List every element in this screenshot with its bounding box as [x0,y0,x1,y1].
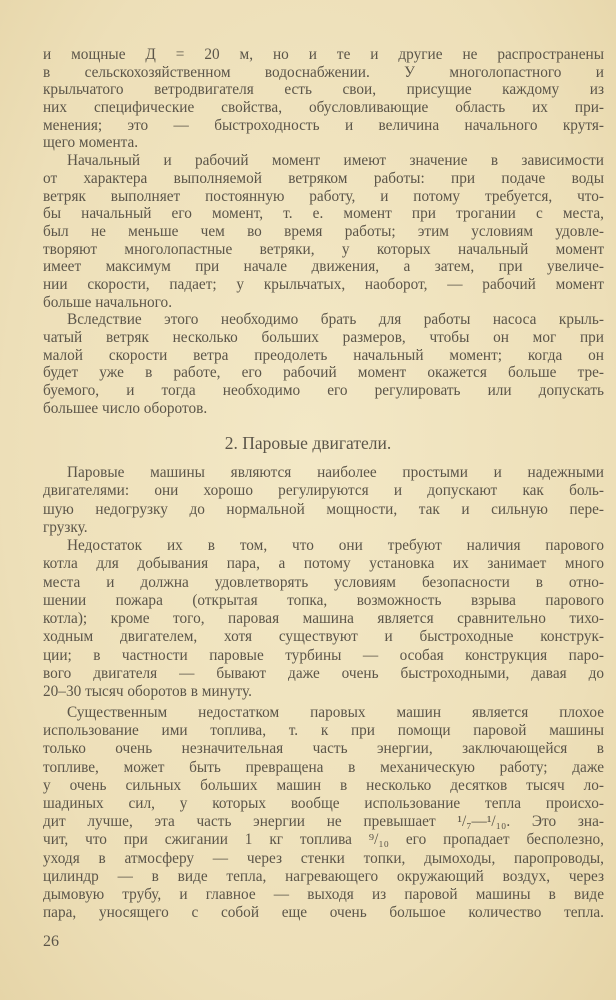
text-line: Существенным недостатком паровых машин является плохое [67,704,604,721]
text-line: шую недогрузку до нормальной мощности, так и сильную пере- [43,500,604,518]
text-line: 20–30 тысяч оборотов в минуту. [43,683,252,700]
text-line: места и должна удовлетворять условиям безопасности в отно- [43,573,604,591]
text-line: ходным двигателем, хотя существуют и быстроходные конструк- [43,628,604,646]
text-line: чатый ветряк несколько больших размеров, чтобы он мог при [43,329,604,346]
text-line: дит лучше, эта часть энергии не превышает ¹/₇—¹/₁₀. Это зна- [43,813,604,831]
text-block-steam-engines [43,464,604,701]
text-line: больше начального. [43,293,173,311]
text-line: грузку. [43,518,88,536]
text-line: двигателями: они хорошо регулируются и допускают как боль- [43,482,604,500]
paragraph [43,311,604,417]
text-block-steam-efficiency [43,704,604,922]
text-line: шении пожара (открытая топка, возможность взрыва парового [43,591,604,609]
section-heading: 2. Паровые двигатели. [224,433,392,453]
text-line: будет уже в работе, его рабочий момент окажется больше тре- [43,364,604,382]
text-line: щего момента. [43,134,139,152]
paragraph [43,704,604,922]
text-line: шадиных сил, у которых вообще использование тепла происхо- [43,794,604,812]
text-line: дымовую трубу, и главное — выходя из паровой машины в виде [43,885,604,903]
text-line: Начальный и рабочий момент имеют значение в зависимости [67,152,604,170]
text-line: пара, уносящего с собой еще очень большое количество тепла. [43,904,604,922]
text-line: чит, что при сжигании 1 кг топлива ⁹/₁₀ его пропадает бесполезно, [43,831,604,849]
text-line: топливе, может быть превращена в механическую работу; даже [43,758,604,776]
text-line: буемого, и тогда необходимо его регулировать или допускать [43,382,604,400]
text-line: котла); кроме того, паровая машина является сравнительно тихо- [43,610,604,627]
paragraph [43,152,604,311]
text-line: и мощные Д = 20 м, но и те и другие не распространены [43,46,604,63]
text-line: у очень сильных больших машин в несколько десятков тысяч ло- [43,776,604,794]
paragraph [43,464,604,537]
text-line: бы начальный его момент, т. е. момент при трогании с места, [43,205,604,223]
text-line: в сельскохозяйственном водоснабжении. У многолопастного и [43,63,604,81]
paragraph [43,537,604,701]
text-line: них специфические свойства, обусловливающие область их при- [43,99,604,117]
text-block-wind-engines [43,46,604,417]
text-line: использование ими топлива, т. к при помощи паровой машины [43,722,604,740]
text-line: от характера выполняемой ветряком работы: при подаче воды [43,169,604,187]
page-number: 26 [43,933,59,950]
text-line: Паровые машины являются наиболее простыми и надежными [67,464,604,481]
text-line: только очень незначительная часть энергии, заключающейся в [43,740,604,758]
text-line: Вследствие этого необходимо брать для работы насоса крыль- [67,311,604,329]
text-line: ции; в частности паровые турбины — особая конструкция паро- [43,646,604,664]
text-line: имеет максимум при начале движения, а затем, при увеличе- [43,258,604,276]
text-line: большее число оборотов. [43,399,208,417]
text-line: цилиндр — в виде тепла, нагревающего окружающий воздух, через [43,867,604,885]
text-line: уходя в атмосферу — через стенки топки, дымоходы, паропроводы, [43,849,604,867]
text-line: нии скорости, падает; у крыльчатых, наоборот, — рабочий момент [43,275,604,293]
text-line: котла для добывания пара, а потому установка их занимает много [43,555,604,573]
text-line: был не меньше чем во время работы; этим условиям удовле- [43,222,604,240]
paragraph [43,46,604,152]
text-line: вого двигателя — бывают даже очень быстроходными, давая до [43,664,604,682]
text-line: менения; это — быстроходность и величина начального крутя- [43,116,604,134]
text-line: малой скорости ветра преодолеть начальный момент; когда он [43,346,604,364]
text-line: Недостаток их в том, что они требуют наличия парового [67,537,604,554]
text-line: ветряк выполняет постоянную работу, и потому требуется, что- [43,187,604,205]
text-line: крыльчатого ветродвигателя есть свои, присущие каждому из [43,81,604,99]
text-line: творяют многолопастные ветряки, у которых начальный момент [43,240,604,258]
